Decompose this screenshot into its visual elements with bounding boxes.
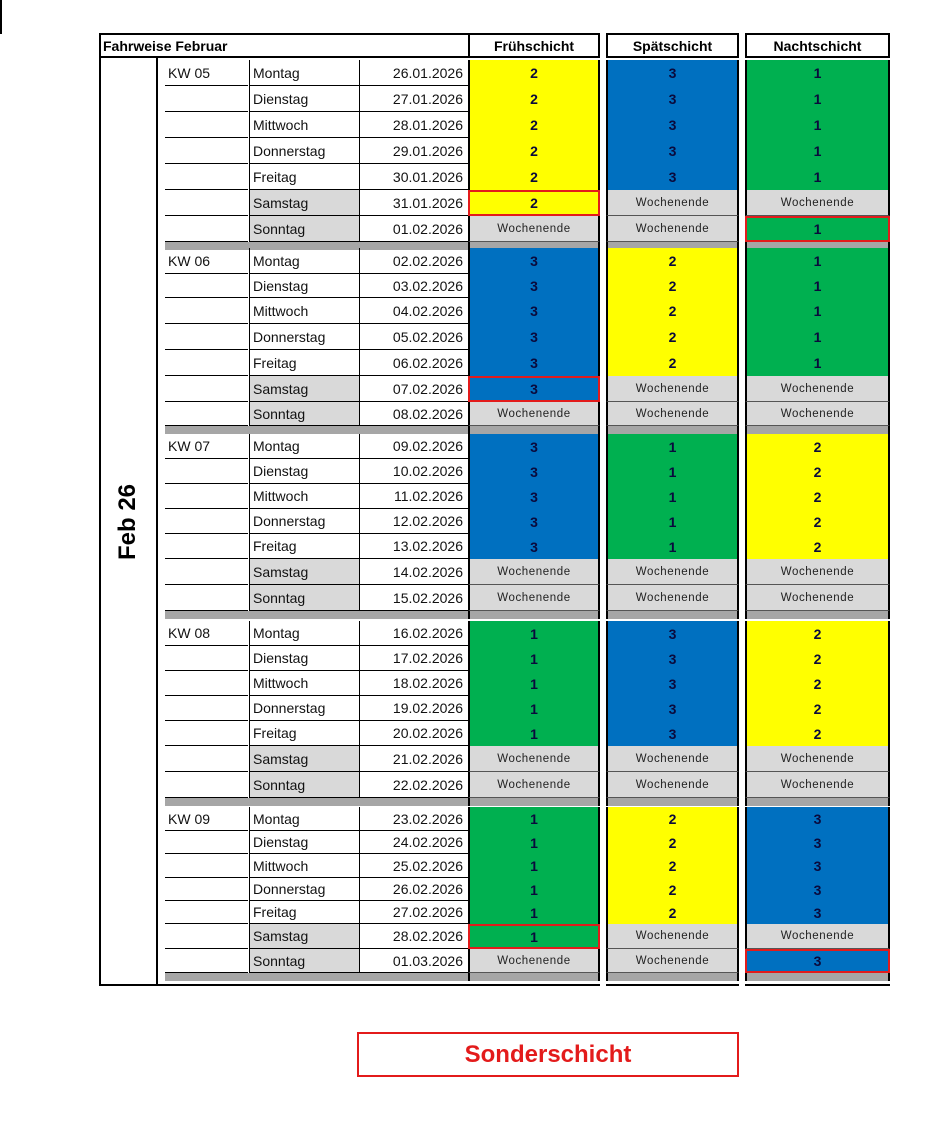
shift-group-cell: 1 <box>468 721 600 746</box>
week-number-blank <box>165 86 248 112</box>
shift-group-cell: 2 <box>606 831 739 854</box>
date-cell: 27.02.2026 <box>359 901 469 924</box>
shift-group-cell: 1 <box>606 484 739 509</box>
shift-group-cell: 2 <box>468 138 600 164</box>
week-number-blank <box>165 402 248 426</box>
week-number-blank <box>165 216 248 242</box>
week-separator <box>165 973 469 981</box>
shift-group-cell: 1 <box>745 138 890 164</box>
shift-group-cell: 1 <box>745 350 890 376</box>
shift-group-cell: 1 <box>468 671 600 696</box>
shift-group-cell: 1 <box>606 434 739 459</box>
week-number-blank <box>165 509 248 534</box>
column-divider <box>156 58 158 986</box>
day-name: Montag <box>249 60 359 86</box>
shift-group-cell: 1 <box>468 854 600 878</box>
shift-group-cell: 2 <box>468 164 600 190</box>
shift-group-cell: 2 <box>606 248 739 274</box>
week-number: KW 07 <box>165 434 248 459</box>
day-name: Freitag <box>249 721 359 746</box>
week-separator <box>606 611 739 619</box>
week-number-blank <box>165 949 248 973</box>
day-name: Sonntag <box>249 949 359 973</box>
week-number: KW 06 <box>165 248 248 274</box>
day-name: Samstag <box>249 190 359 216</box>
shift-group-cell: 3 <box>468 324 600 350</box>
week-separator <box>606 426 739 434</box>
shift-group-cell: 2 <box>606 324 739 350</box>
day-name: Samstag <box>249 559 359 585</box>
week-number-blank <box>165 190 248 216</box>
date-cell: 01.02.2026 <box>359 216 469 242</box>
shift-group-cell: 2 <box>745 621 890 646</box>
week-separator <box>745 798 890 806</box>
shift-group-cell: 3 <box>468 434 600 459</box>
header-fruehschicht: Frühschicht <box>468 33 600 58</box>
table-bottom-border <box>745 984 890 986</box>
week-number-blank <box>165 878 248 901</box>
date-cell: 02.02.2026 <box>359 248 469 274</box>
date-cell: 16.02.2026 <box>359 621 469 646</box>
week-number-blank <box>165 112 248 138</box>
shift-group-cell: 2 <box>745 721 890 746</box>
shift-group-cell: 3 <box>468 298 600 324</box>
shift-group-cell: 3 <box>606 696 739 721</box>
week-number-blank <box>165 924 248 949</box>
date-cell: 06.02.2026 <box>359 350 469 376</box>
shift-group-cell: 1 <box>468 696 600 721</box>
date-cell: 31.01.2026 <box>359 190 469 216</box>
week-separator <box>165 611 469 619</box>
shift-group-cell: 2 <box>468 112 600 138</box>
day-name: Sonntag <box>249 402 359 426</box>
date-cell: 08.02.2026 <box>359 402 469 426</box>
day-name: Mittwoch <box>249 854 359 878</box>
weekend-cell: Wochenende <box>468 585 600 611</box>
weekend-cell: Wochenende <box>745 772 890 798</box>
shift-group-cell: 3 <box>606 138 739 164</box>
date-cell: 24.02.2026 <box>359 831 469 854</box>
shift-group-cell: 3 <box>468 376 600 402</box>
day-name: Mittwoch <box>249 671 359 696</box>
date-cell: 09.02.2026 <box>359 434 469 459</box>
week-number-blank <box>165 324 248 350</box>
shift-group-cell: 3 <box>745 878 890 901</box>
day-name: Dienstag <box>249 831 359 854</box>
week-number: KW 08 <box>165 621 248 646</box>
week-number-blank <box>165 164 248 190</box>
legend-special-shift: Sonderschicht <box>357 1032 739 1077</box>
week-number-blank <box>165 484 248 509</box>
week-separator <box>468 973 600 981</box>
day-name: Sonntag <box>249 772 359 798</box>
shift-group-cell: 1 <box>745 86 890 112</box>
day-name: Donnerstag <box>249 138 359 164</box>
shift-group-cell: 3 <box>606 721 739 746</box>
date-cell: 26.01.2026 <box>359 60 469 86</box>
week-number-blank <box>165 274 248 298</box>
day-name: Dienstag <box>249 459 359 484</box>
week-number-blank <box>165 831 248 854</box>
week-number: KW 09 <box>165 807 248 831</box>
shift-group-cell: 3 <box>745 901 890 924</box>
date-cell: 14.02.2026 <box>359 559 469 585</box>
day-name: Freitag <box>249 901 359 924</box>
week-separator <box>606 798 739 806</box>
week-number-blank <box>165 696 248 721</box>
table-title: Fahrweise Februar <box>99 33 470 58</box>
month-label <box>99 58 158 986</box>
shift-group-cell: 1 <box>606 534 739 559</box>
week-number-blank <box>165 376 248 402</box>
day-name: Freitag <box>249 534 359 559</box>
weekend-cell: Wochenende <box>745 924 890 949</box>
week-separator <box>606 973 739 981</box>
shift-group-cell: 1 <box>468 646 600 671</box>
shift-group-cell: 1 <box>745 248 890 274</box>
shift-group-cell: 1 <box>468 878 600 901</box>
day-name: Samstag <box>249 746 359 772</box>
shift-group-cell: 2 <box>745 671 890 696</box>
week-separator <box>165 426 469 434</box>
date-cell: 01.03.2026 <box>359 949 469 973</box>
week-number-blank <box>165 854 248 878</box>
table-bottom-border <box>606 984 739 986</box>
weekend-cell: Wochenende <box>606 216 739 242</box>
month-label-text: Feb 26 <box>114 483 142 561</box>
date-cell: 27.01.2026 <box>359 86 469 112</box>
shift-group-cell: 3 <box>745 854 890 878</box>
weekend-cell: Wochenende <box>468 402 600 426</box>
shift-group-cell: 3 <box>468 484 600 509</box>
table-bottom-border <box>468 984 600 986</box>
date-cell: 28.01.2026 <box>359 112 469 138</box>
date-cell: 13.02.2026 <box>359 534 469 559</box>
day-name: Sonntag <box>249 216 359 242</box>
weekend-cell: Wochenende <box>468 746 600 772</box>
shift-group-cell: 3 <box>468 509 600 534</box>
date-cell: 05.02.2026 <box>359 324 469 350</box>
shift-group-cell: 1 <box>606 459 739 484</box>
day-name: Montag <box>249 434 359 459</box>
week-number-blank <box>165 138 248 164</box>
shift-group-cell: 3 <box>606 621 739 646</box>
shift-group-cell: 2 <box>745 696 890 721</box>
date-cell: 23.02.2026 <box>359 807 469 831</box>
week-number-blank <box>165 298 248 324</box>
shift-group-cell: 3 <box>745 831 890 854</box>
day-name: Donnerstag <box>249 324 359 350</box>
shift-group-cell: 1 <box>468 621 600 646</box>
week-number-blank <box>165 585 248 611</box>
shift-group-cell: 1 <box>745 216 890 242</box>
shift-group-cell: 3 <box>745 807 890 831</box>
day-name: Samstag <box>249 924 359 949</box>
day-name: Dienstag <box>249 274 359 298</box>
shift-group-cell: 3 <box>606 164 739 190</box>
week-number-blank <box>165 721 248 746</box>
weekend-cell: Wochenende <box>745 559 890 585</box>
shift-group-cell: 2 <box>606 298 739 324</box>
day-name: Montag <box>249 807 359 831</box>
header-nachtschicht: Nachtschicht <box>745 33 890 58</box>
shift-group-cell: 2 <box>606 878 739 901</box>
shift-group-cell: 3 <box>606 60 739 86</box>
shift-group-cell: 1 <box>468 924 600 949</box>
week-number-blank <box>165 350 248 376</box>
shift-group-cell: 1 <box>745 274 890 298</box>
shift-group-cell: 3 <box>606 86 739 112</box>
date-cell: 30.01.2026 <box>359 164 469 190</box>
shift-group-cell: 2 <box>606 854 739 878</box>
date-cell: 07.02.2026 <box>359 376 469 402</box>
day-name: Freitag <box>249 350 359 376</box>
table-bottom-border <box>158 984 469 986</box>
weekend-cell: Wochenende <box>606 402 739 426</box>
weekend-cell: Wochenende <box>745 585 890 611</box>
date-cell: 12.02.2026 <box>359 509 469 534</box>
shift-group-cell: 2 <box>468 60 600 86</box>
date-cell: 26.02.2026 <box>359 878 469 901</box>
date-cell: 11.02.2026 <box>359 484 469 509</box>
date-cell: 19.02.2026 <box>359 696 469 721</box>
weekend-cell: Wochenende <box>606 190 739 216</box>
shift-group-cell: 2 <box>745 534 890 559</box>
shift-group-cell: 2 <box>606 901 739 924</box>
weekend-cell: Wochenende <box>606 772 739 798</box>
shift-group-cell: 3 <box>606 646 739 671</box>
shift-group-cell: 1 <box>745 324 890 350</box>
shift-group-cell: 2 <box>745 459 890 484</box>
shift-group-cell: 2 <box>745 646 890 671</box>
day-name: Donnerstag <box>249 878 359 901</box>
day-name: Donnerstag <box>249 509 359 534</box>
day-name: Donnerstag <box>249 696 359 721</box>
day-name: Sonntag <box>249 585 359 611</box>
shift-group-cell: 3 <box>468 459 600 484</box>
text-cursor <box>0 0 2 34</box>
shift-group-cell: 1 <box>468 901 600 924</box>
shift-group-cell: 2 <box>606 274 739 298</box>
shift-group-cell: 2 <box>745 484 890 509</box>
week-separator <box>468 798 600 806</box>
shift-group-cell: 3 <box>468 274 600 298</box>
date-cell: 28.02.2026 <box>359 924 469 949</box>
week-separator <box>165 798 469 806</box>
week-separator <box>468 426 600 434</box>
week-separator <box>468 611 600 619</box>
weekend-cell: Wochenende <box>468 216 600 242</box>
day-name: Samstag <box>249 376 359 402</box>
shift-group-cell: 1 <box>745 164 890 190</box>
weekend-cell: Wochenende <box>468 949 600 973</box>
shift-group-cell: 2 <box>745 509 890 534</box>
weekend-cell: Wochenende <box>606 559 739 585</box>
date-cell: 10.02.2026 <box>359 459 469 484</box>
day-name: Mittwoch <box>249 484 359 509</box>
date-cell: 17.02.2026 <box>359 646 469 671</box>
day-name: Montag <box>249 621 359 646</box>
shift-group-cell: 3 <box>606 671 739 696</box>
shift-group-cell: 1 <box>468 831 600 854</box>
weekend-cell: Wochenende <box>606 746 739 772</box>
shift-group-cell: 1 <box>606 509 739 534</box>
shift-group-cell: 3 <box>745 949 890 973</box>
shift-group-cell: 1 <box>745 112 890 138</box>
shift-group-cell: 2 <box>745 434 890 459</box>
week-separator <box>745 973 890 981</box>
weekend-cell: Wochenende <box>468 772 600 798</box>
shift-group-cell: 2 <box>606 807 739 831</box>
weekend-cell: Wochenende <box>606 376 739 402</box>
week-number-blank <box>165 772 248 798</box>
date-cell: 04.02.2026 <box>359 298 469 324</box>
day-name: Montag <box>249 248 359 274</box>
date-cell: 25.02.2026 <box>359 854 469 878</box>
week-number-blank <box>165 746 248 772</box>
date-cell: 20.02.2026 <box>359 721 469 746</box>
day-name: Mittwoch <box>249 298 359 324</box>
week-separator <box>745 426 890 434</box>
shift-group-cell: 2 <box>468 190 600 216</box>
day-name: Dienstag <box>249 86 359 112</box>
week-separator <box>745 611 890 619</box>
day-name: Mittwoch <box>249 112 359 138</box>
date-cell: 29.01.2026 <box>359 138 469 164</box>
shift-group-cell: 2 <box>468 86 600 112</box>
shift-group-cell: 1 <box>745 298 890 324</box>
shift-group-cell: 2 <box>606 350 739 376</box>
weekend-cell: Wochenende <box>745 402 890 426</box>
weekend-cell: Wochenende <box>606 949 739 973</box>
shift-group-cell: 3 <box>606 112 739 138</box>
shift-group-cell: 3 <box>468 350 600 376</box>
day-name: Dienstag <box>249 646 359 671</box>
week-number-blank <box>165 559 248 585</box>
weekend-cell: Wochenende <box>468 559 600 585</box>
shift-group-cell: 3 <box>468 248 600 274</box>
shift-group-cell: 1 <box>468 807 600 831</box>
weekend-cell: Wochenende <box>745 376 890 402</box>
weekend-cell: Wochenende <box>745 190 890 216</box>
week-number-blank <box>165 901 248 924</box>
day-name: Freitag <box>249 164 359 190</box>
weekend-cell: Wochenende <box>606 924 739 949</box>
date-cell: 18.02.2026 <box>359 671 469 696</box>
shift-group-cell: 1 <box>745 60 890 86</box>
week-number-blank <box>165 646 248 671</box>
shift-group-cell: 3 <box>468 534 600 559</box>
date-cell: 03.02.2026 <box>359 274 469 298</box>
week-number-blank <box>165 671 248 696</box>
weekend-cell: Wochenende <box>606 585 739 611</box>
weekend-cell: Wochenende <box>745 746 890 772</box>
week-number-blank <box>165 534 248 559</box>
date-cell: 21.02.2026 <box>359 746 469 772</box>
week-number: KW 05 <box>165 60 248 86</box>
date-cell: 15.02.2026 <box>359 585 469 611</box>
week-number-blank <box>165 459 248 484</box>
date-cell: 22.02.2026 <box>359 772 469 798</box>
header-spaetschicht: Spätschicht <box>606 33 739 58</box>
